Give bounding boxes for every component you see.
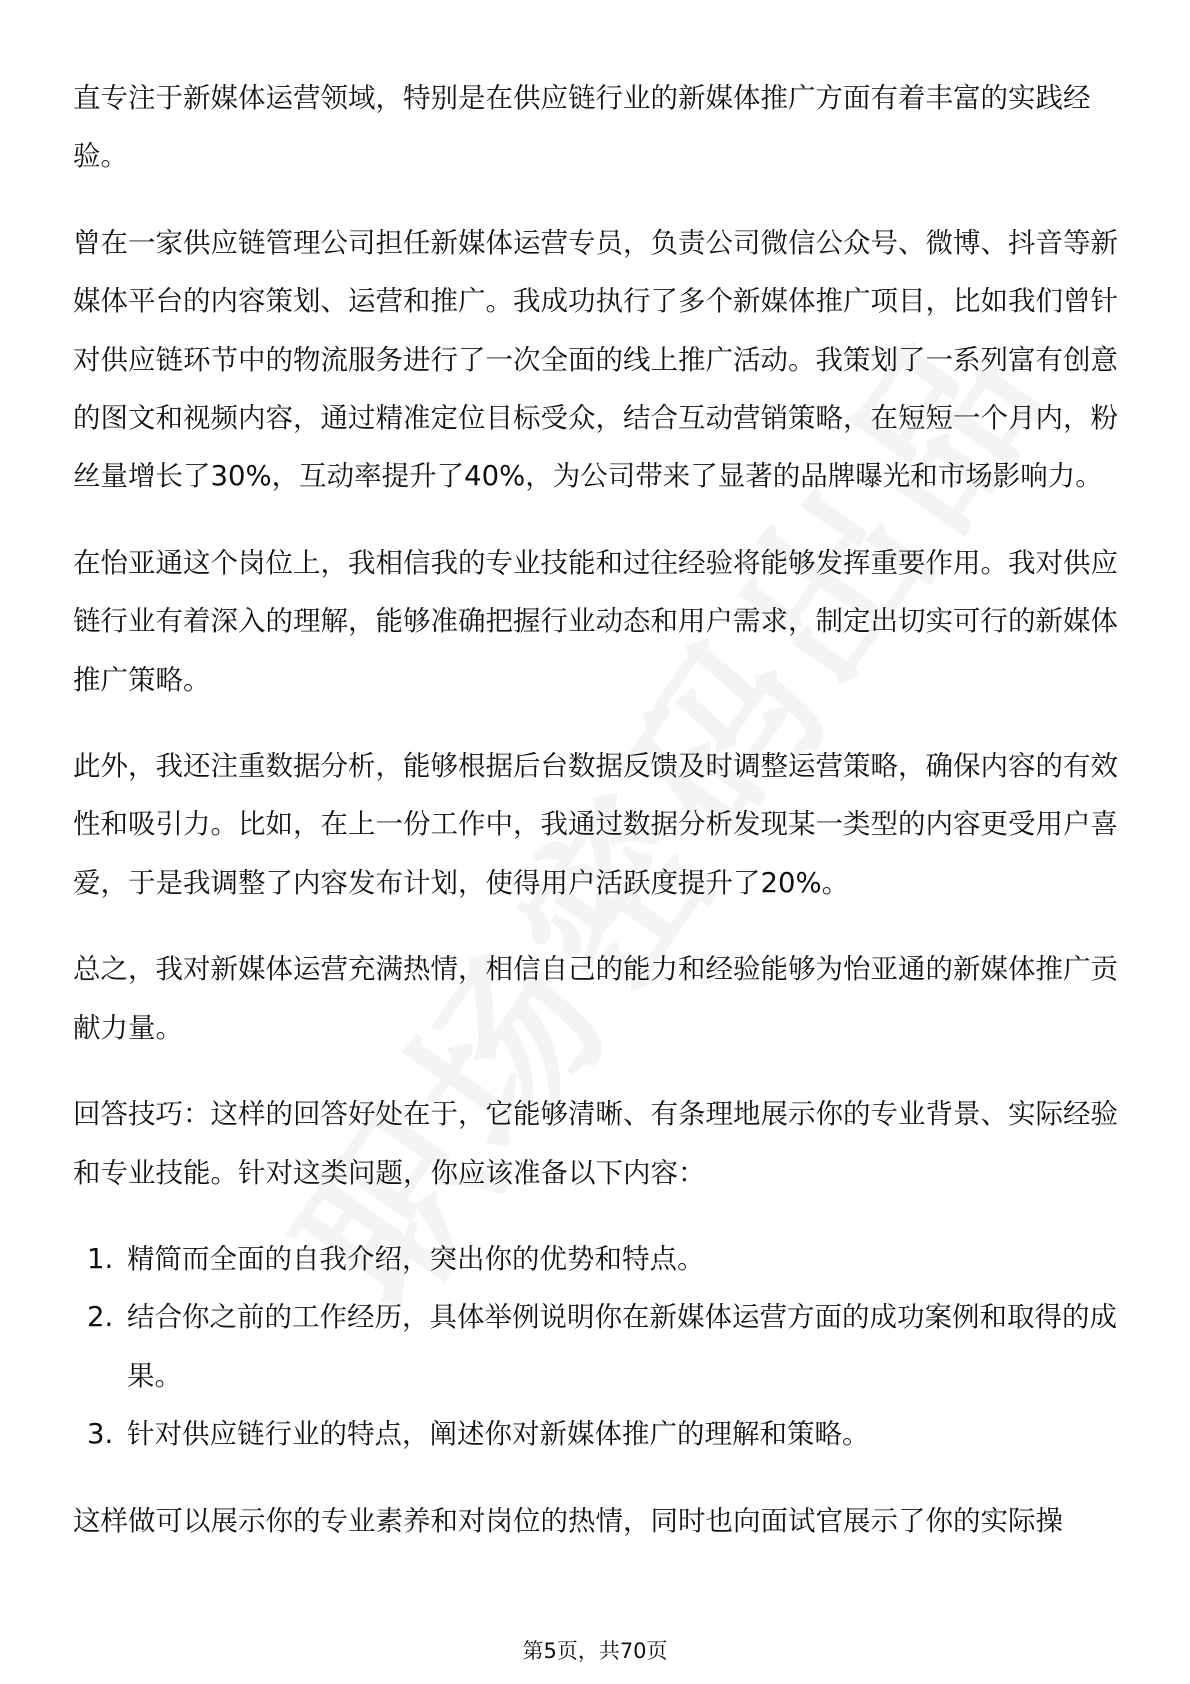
paragraph: 曾在一家供应链管理公司担任新媒体运营专员，负责公司微信公众号、微博、抖音等新媒体平台的内容策划、运营和推广。我成功执行了多个新媒体推广项目，比如我们曾针对供应链环节中的物流服务进行了一次全面的线上推广活动。我策划了一系列富有创意的图文和视频内容，通过精准定位目标受众，结合互动营销策略，在短短一个月内，粉丝量增长了30%，互动率提升了40%，为公司带来了显著的品牌曝光和市场影响力。	[73, 226, 1118, 493]
list-number: 1.	[87, 1242, 114, 1275]
list-text: 精简而全面的自我介绍，突出你的优势和特点。	[127, 1242, 705, 1275]
list-text: 结合你之前的工作经历，具体举例说明你在新媒体运营方面的成功案例和取得的成果。	[127, 1301, 1117, 1392]
closing-paragraph: 这样做可以展示你的专业素养和对岗位的热情，同时也向面试官展示了你的实际操	[73, 1504, 1063, 1537]
paragraph: 总之，我对新媒体运营充满热情，相信自己的能力和经验能够为怡亚通的新媒体推广贡献力量。	[73, 953, 1118, 1044]
list-number: 3.	[87, 1418, 114, 1451]
list-item	[73, 1230, 1123, 1288]
paragraph: 此外，我还注重数据分析，能够根据后台数据反馈及时调整运营策略，确保内容的有效性和吸引力。比如，在上一份工作中，我通过数据分析发现某一类型的内容更受用户喜爱，于是我调整了内容发布计划，使得用户活跃度提升了20%。	[73, 750, 1118, 899]
paragraph: 直专注于新媒体运营领域，特别是在供应链行业的新媒体推广方面有着丰富的实践经验。	[73, 82, 1091, 173]
list-text: 针对供应链行业的特点，阐述你对新媒体推广的理解和策略。	[127, 1418, 870, 1451]
list-item	[73, 1405, 1123, 1463]
paragraph: 在怡亚通这个岗位上，我相信我的专业技能和过往经验将能够发挥重要作用。我对供应链行业有着深入的理解，能够准确把握行业动态和用户需求，制定出切实可行的新媒体推广策略。	[73, 546, 1118, 696]
document-body	[73, 69, 1123, 1578]
page-number: 第5页，共70页	[522, 1639, 668, 1663]
answer-tips: 回答技巧：这样的回答好处在于，它能够清晰、有条理地展示你的专业背景、实际经验和专业技能。针对这类问题，你应该准备以下内容：	[73, 1098, 1118, 1189]
list-number: 2.	[87, 1301, 114, 1334]
tips-list	[73, 1230, 1123, 1464]
list-item	[73, 1288, 1123, 1405]
